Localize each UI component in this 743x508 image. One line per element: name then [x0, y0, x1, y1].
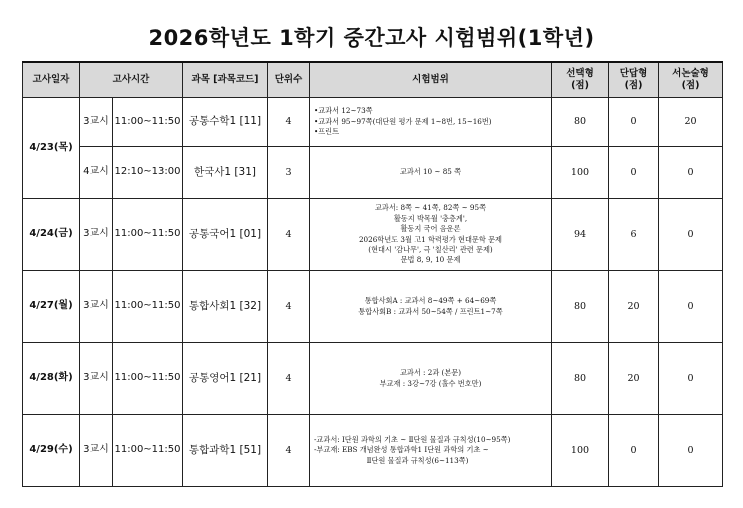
exam-range [310, 343, 552, 415]
range-line: •프린트 [314, 127, 340, 137]
essay-points: 0 [659, 415, 723, 487]
exam-period: 3교시 [80, 98, 113, 147]
exam-subject: 공통수학1 [11] [183, 98, 268, 147]
range-line: 문법 8, 9, 10 문제 [400, 255, 461, 265]
table-row [23, 271, 723, 343]
header-short [609, 62, 659, 98]
header-essay-unit: (점) [681, 80, 700, 91]
exam-period: 3교시 [80, 199, 113, 271]
exam-period: 3교시 [80, 415, 113, 487]
exam-subject: 한국사1 [31] [183, 147, 268, 199]
range-line: 활동지 박목월 '충층계', [393, 213, 468, 223]
range-line: -부교재: EBS 개념완성 통합과학1 Ⅰ단원 과학의 기초 ~ [314, 445, 489, 455]
exam-period: 4교시 [80, 147, 113, 199]
short-points: 20 [609, 343, 659, 415]
mc-points: 80 [552, 343, 609, 415]
short-points: 20 [609, 271, 659, 343]
range-line: 통합사회A : 교과서 8~49쪽 + 64~69쪽 [364, 296, 497, 306]
exam-time: 12:10~13:00 [113, 147, 183, 199]
exam-units: 3 [268, 147, 310, 199]
range-line: 교과서 10 ~ 85 쪽 [399, 167, 462, 177]
range-line: 2026학년도 3월 고1 학력평가 현대문학 문제 [358, 234, 502, 244]
exam-time: 11:00~11:50 [113, 415, 183, 487]
exam-date: 4/29(수) [23, 415, 80, 487]
exam-date: 4/23(목) [23, 98, 80, 199]
exam-date: 4/24(금) [23, 199, 80, 271]
exam-subject: 공통국어1 [01] [183, 199, 268, 271]
header-range: 시험범위 [310, 62, 552, 98]
exam-range [310, 415, 552, 487]
exam-subject: 통합과학1 [51] [183, 415, 268, 487]
short-points: 0 [609, 415, 659, 487]
exam-units: 4 [268, 199, 310, 271]
exam-units: 4 [268, 343, 310, 415]
mc-points: 80 [552, 271, 609, 343]
short-points: 0 [609, 147, 659, 199]
exam-subject: 공통영어1 [21] [183, 343, 268, 415]
header-units: 단위수 [268, 62, 310, 98]
header-mc-unit: (점) [571, 80, 589, 91]
header-subject: 과목 [과목코드] [183, 62, 268, 98]
header-essay-label: 서논술형 [672, 68, 709, 80]
header-short-unit: (점) [624, 80, 643, 91]
exam-units: 4 [268, 98, 310, 147]
exam-schedule-table [22, 61, 723, 487]
short-points: 0 [609, 98, 659, 147]
range-line: 교과서: 8쪽 ~ 41쪽, 82쪽 ~ 95쪽 [374, 203, 487, 213]
range-line: (현대시 '감나무', 극 '칠산리' 관련 문제) [368, 244, 493, 254]
exam-units: 4 [268, 415, 310, 487]
range-line: 부교재 : 3강~7강 (홀수 번호만) [379, 378, 482, 388]
range-line: •교과서 95~97쪽(대단원 평가 문제 1~8번, 15~16번) [314, 116, 492, 126]
mc-points: 94 [552, 199, 609, 271]
exam-time: 11:00~11:50 [113, 199, 183, 271]
exam-range [310, 199, 552, 271]
header-mc-label: 선택형 [566, 68, 594, 80]
essay-points: 20 [659, 98, 723, 147]
exam-time: 11:00~11:50 [113, 271, 183, 343]
exam-units: 4 [268, 271, 310, 343]
mc-points: 100 [552, 147, 609, 199]
essay-points: 0 [659, 343, 723, 415]
header-mc [552, 62, 609, 98]
exam-date: 4/27(월) [23, 271, 80, 343]
exam-period: 3교시 [80, 271, 113, 343]
header-exam-time: 고사시간 [80, 62, 183, 98]
table-header-row [23, 62, 723, 98]
range-line: 활동지 국어 음운론 [400, 224, 461, 234]
exam-range [310, 147, 552, 199]
exam-date: 4/28(화) [23, 343, 80, 415]
table-row [23, 343, 723, 415]
range-line: Ⅱ단원 물질과 규칙성(6~113쪽) [366, 455, 469, 465]
exam-time: 11:00~11:50 [113, 343, 183, 415]
range-line: •교과서 12~73쪽 [314, 106, 373, 116]
table-row [23, 98, 723, 147]
exam-time: 11:00~11:50 [113, 98, 183, 147]
exam-range [310, 271, 552, 343]
header-essay [659, 62, 723, 98]
header-date: 고사일자 [23, 62, 80, 98]
essay-points: 0 [659, 199, 723, 271]
table-row [23, 199, 723, 271]
short-points: 6 [609, 199, 659, 271]
mc-points: 100 [552, 415, 609, 487]
table-row [23, 415, 723, 487]
range-line: -교과서: Ⅰ단원 과학의 기초 ~ Ⅱ단원 물질과 규칙성(10~95쪽) [314, 434, 511, 444]
exam-subject: 통합사회1 [32] [183, 271, 268, 343]
header-short-label: 단답형 [619, 68, 648, 80]
range-line: 교과서 : 2과 (본문) [399, 368, 462, 378]
table-row [23, 147, 723, 199]
range-line: 통합사회B : 교과서 50~54쪽 / 프린트1~7쪽 [358, 306, 503, 316]
exam-period: 3교시 [80, 343, 113, 415]
mc-points: 80 [552, 98, 609, 147]
exam-range [310, 98, 552, 147]
page-title: 2026학년도 1학기 중간고사 시험범위(1학년) [148, 26, 595, 50]
essay-points: 0 [659, 271, 723, 343]
essay-points: 0 [659, 147, 723, 199]
